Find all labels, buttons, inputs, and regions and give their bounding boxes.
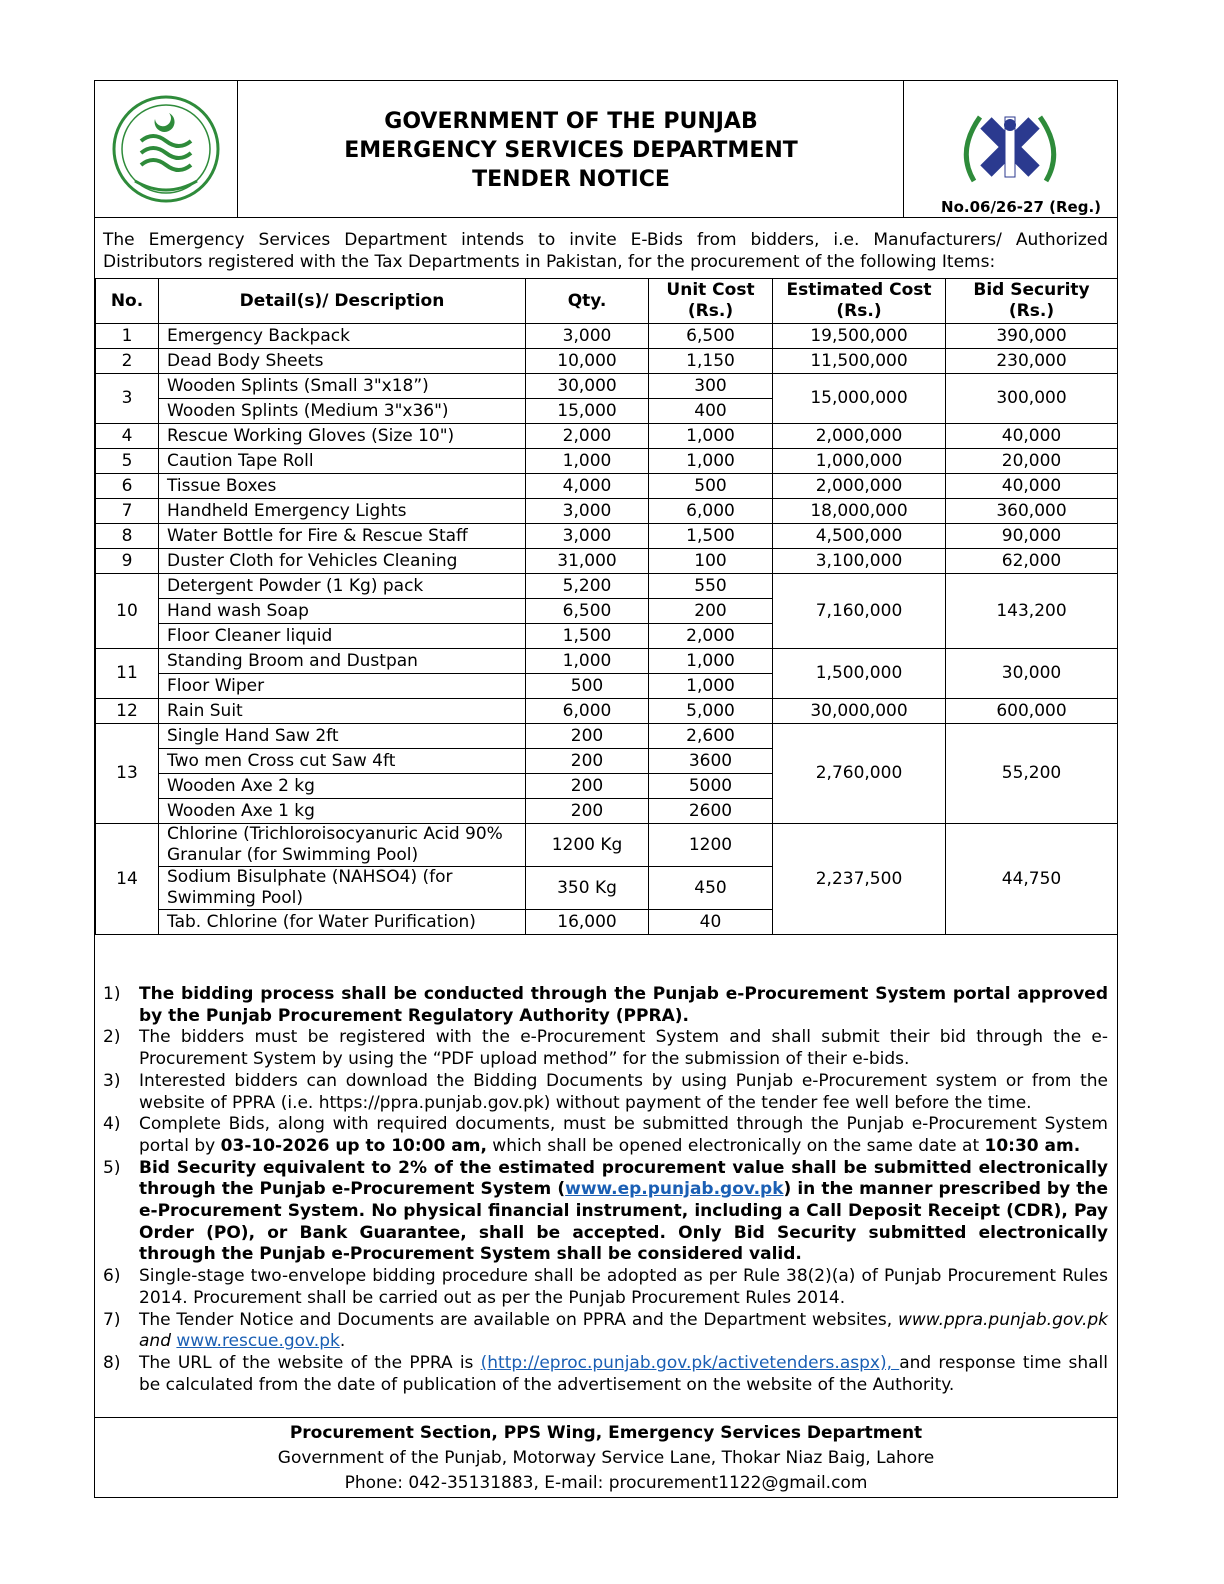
item-qty: 200 — [526, 724, 649, 749]
item-estimated-cost: 18,000,000 — [773, 499, 946, 524]
item-number: 7 — [96, 499, 159, 524]
item-unit-cost: 100 — [649, 549, 773, 574]
item-unit-cost: 500 — [649, 474, 773, 499]
item-qty: 1,000 — [526, 449, 649, 474]
item-unit-cost: 1200 — [649, 824, 773, 867]
item-bid-security: 55,200 — [946, 724, 1118, 824]
item-description: Emergency Backpack — [159, 324, 526, 349]
col-header-unit-cost: Unit Cost (Rs.) — [649, 279, 773, 324]
item-description: Sodium Bisulphate (NAHSO4) (for Swimming Pool) — [159, 867, 526, 910]
department-title: EMERGENCY SERVICES DEPARTMENT — [344, 138, 798, 163]
item-unit-cost: 2,600 — [649, 724, 773, 749]
footer-address: Government of the Punjab, Motorway Service Lane, Thokar Niaz Baig, Lahore — [277, 1448, 935, 1468]
item-qty: 6,500 — [526, 599, 649, 624]
item-number: 5 — [96, 449, 159, 474]
item-unit-cost: 5000 — [649, 774, 773, 799]
item-estimated-cost: 11,500,000 — [773, 349, 946, 374]
item-number: 3 — [96, 374, 159, 424]
condition-3: 3) Interested bidders can download the Bidding Documents by using Punjab e-Procurement system or from the website of PPRA (i.e. https://ppra.punjab.gov.pk) without payment of the tender fee well before the time. — [103, 1070, 1108, 1113]
notice-title: TENDER NOTICE — [472, 167, 670, 192]
item-bid-security: 40,000 — [946, 424, 1118, 449]
item-unit-cost: 300 — [649, 374, 773, 399]
conditions-list — [103, 984, 1108, 1396]
item-qty: 16,000 — [526, 910, 649, 935]
item-unit-cost: 1,000 — [649, 449, 773, 474]
item-unit-cost: 5,000 — [649, 699, 773, 724]
item-description: Rain Suit — [159, 699, 526, 724]
item-unit-cost: 3600 — [649, 749, 773, 774]
item-bid-security: 62,000 — [946, 549, 1118, 574]
govt-title: GOVERNMENT OF THE PUNJAB — [384, 109, 758, 134]
item-description: Wooden Splints (Small 3"x18”) — [159, 374, 526, 399]
item-number: 9 — [96, 549, 159, 574]
notice-titles — [238, 107, 904, 194]
rescue-gov-link[interactable]: www.rescue.gov.pk — [176, 1331, 340, 1352]
item-bid-security: 90,000 — [946, 524, 1118, 549]
table-row — [96, 649, 1118, 674]
col-header-description: Detail(s)/ Description — [159, 279, 526, 324]
item-number: 10 — [96, 574, 159, 649]
item-description: Floor Cleaner liquid — [159, 624, 526, 649]
item-description: Water Bottle for Fire & Rescue Staff — [159, 524, 526, 549]
item-estimated-cost: 7,160,000 — [773, 574, 946, 649]
table-row — [96, 449, 1118, 474]
item-estimated-cost: 4,500,000 — [773, 524, 946, 549]
item-estimated-cost: 2,000,000 — [773, 424, 946, 449]
item-estimated-cost: 1,000,000 — [773, 449, 946, 474]
item-bid-security: 30,000 — [946, 649, 1118, 699]
col-header-no: No. — [96, 279, 159, 324]
item-qty: 200 — [526, 774, 649, 799]
condition-6: 6) Single-stage two-envelope bidding procedure shall be adopted as per Rule 38(2)(a) of Punjab Procurement Rules 2014. Procurement shall be carried out as per the Punjab Procurement Rules 2014. — [103, 1266, 1108, 1308]
item-unit-cost: 1,000 — [649, 424, 773, 449]
item-description: Hand wash Soap — [159, 599, 526, 624]
item-qty: 200 — [526, 799, 649, 824]
item-unit-cost: 550 — [649, 574, 773, 599]
item-number: 1 — [96, 324, 159, 349]
item-bid-security: 230,000 — [946, 349, 1118, 374]
table-row — [96, 349, 1118, 374]
item-qty: 31,000 — [526, 549, 649, 574]
table-row — [96, 474, 1118, 499]
item-estimated-cost: 2,000,000 — [773, 474, 946, 499]
item-estimated-cost: 3,100,000 — [773, 549, 946, 574]
intro-line-2: Distributors registered with the Tax Departments in Pakistan, for the procurement of the following Items: — [103, 252, 996, 272]
item-description: Duster Cloth for Vehicles Cleaning — [159, 549, 526, 574]
item-description: Caution Tape Roll — [159, 449, 526, 474]
item-description: Floor Wiper — [159, 674, 526, 699]
item-qty: 3,000 — [526, 524, 649, 549]
item-bid-security: 300,000 — [946, 374, 1118, 424]
item-description: Wooden Axe 2 kg — [159, 774, 526, 799]
condition-2: 2) The bidders must be registered with the e-Procurement System and shall submit their bid through the e-Procurement System by using the “PDF upload method” for the submission of their e-bids. — [103, 1027, 1108, 1070]
opening-time: 10:30 am. — [984, 1135, 1081, 1156]
item-qty: 350 Kg — [526, 867, 649, 910]
col-header-estimated-cost: Estimated Cost (Rs.) — [773, 279, 946, 324]
item-bid-security: 600,000 — [946, 699, 1118, 724]
item-unit-cost: 2,000 — [649, 624, 773, 649]
item-number: 13 — [96, 724, 159, 824]
footer-section-name: Procurement Section, PPS Wing, Emergency Services Department — [289, 1423, 923, 1443]
item-bid-security: 20,000 — [946, 449, 1118, 474]
item-number: 11 — [96, 649, 159, 699]
punjab-govt-logo — [95, 81, 238, 217]
item-description: Handheld Emergency Lights — [159, 499, 526, 524]
item-unit-cost: 200 — [649, 599, 773, 624]
item-bid-security: 360,000 — [946, 499, 1118, 524]
item-estimated-cost: 30,000,000 — [773, 699, 946, 724]
item-bid-security: 44,750 — [946, 824, 1118, 935]
condition-4: 4) Complete Bids, along with required documents, must be submitted through the Punjab e-Procurement System portal by 03-10-2026 up to 10:00 am, which shall be opened electronically on the same date at 10:30 am. — [103, 1114, 1108, 1156]
item-description: Tissue Boxes — [159, 474, 526, 499]
item-estimated-cost: 2,760,000 — [773, 724, 946, 824]
item-unit-cost: 1,000 — [649, 674, 773, 699]
notice-header — [95, 81, 1117, 218]
item-description: Two men Cross cut Saw 4ft — [159, 749, 526, 774]
submission-deadline: 03-10-2026 up to 10:00 am, — [220, 1135, 487, 1156]
item-unit-cost: 400 — [649, 399, 773, 424]
reference-number: No.06/26-27 (Reg.) — [941, 198, 1101, 216]
item-description: Detergent Powder (1 Kg) pack — [159, 574, 526, 599]
table-row — [96, 724, 1118, 749]
item-estimated-cost: 1,500,000 — [773, 649, 946, 699]
item-number: 2 — [96, 349, 159, 374]
item-unit-cost: 2600 — [649, 799, 773, 824]
item-description: Wooden Axe 1 kg — [159, 799, 526, 824]
condition-1: 1) The bidding process shall be conducted through the Punjab e-Procurement System portal approved by the Punjab Procurement Regulatory Authority (PPRA). — [103, 984, 1108, 1026]
item-unit-cost: 1,500 — [649, 524, 773, 549]
table-row — [96, 549, 1118, 574]
item-qty: 30,000 — [526, 374, 649, 399]
item-description: Tab. Chlorine (for Water Purification) — [159, 910, 526, 935]
col-header-bid-security: Bid Security (Rs.) — [946, 279, 1118, 324]
item-number: 14 — [96, 824, 159, 935]
item-qty: 1,500 — [526, 624, 649, 649]
item-qty: 500 — [526, 674, 649, 699]
table-header-row — [96, 279, 1118, 324]
notice-footer — [95, 1417, 1117, 1496]
item-estimated-cost: 19,500,000 — [773, 324, 946, 349]
footer-contact: Phone: 042-35131883, E-mail: procurement1122@gmail.com — [344, 1473, 868, 1493]
item-unit-cost: 1,000 — [649, 649, 773, 674]
item-qty: 6,000 — [526, 699, 649, 724]
item-estimated-cost: 2,237,500 — [773, 824, 946, 935]
item-bid-security: 390,000 — [946, 324, 1118, 349]
ep-punjab-link[interactable]: www.ep.punjab.gov.pk — [565, 1179, 784, 1200]
table-row — [96, 324, 1118, 349]
table-row — [96, 499, 1118, 524]
item-unit-cost: 6,500 — [649, 324, 773, 349]
col-header-qty: Qty. — [526, 279, 649, 324]
item-number: 8 — [96, 524, 159, 549]
table-row — [96, 824, 1118, 867]
item-number: 12 — [96, 699, 159, 724]
item-description: Dead Body Sheets — [159, 349, 526, 374]
items-table — [95, 278, 1118, 935]
item-qty: 3,000 — [526, 324, 649, 349]
item-qty: 4,000 — [526, 474, 649, 499]
table-row — [96, 374, 1118, 399]
item-qty: 3,000 — [526, 499, 649, 524]
item-qty: 5,200 — [526, 574, 649, 599]
item-description: Rescue Working Gloves (Size 10") — [159, 424, 526, 449]
eproc-url-link[interactable]: (http://eproc.punjab.gov.pk/activetenders.aspx), — [480, 1352, 900, 1373]
item-qty: 10,000 — [526, 349, 649, 374]
items-body — [96, 324, 1118, 935]
rescue-1122-emblem — [903, 81, 1117, 217]
table-row — [96, 524, 1118, 549]
table-row — [96, 699, 1118, 724]
item-qty: 1200 Kg — [526, 824, 649, 867]
item-description: Wooden Splints (Medium 3"x36") — [159, 399, 526, 424]
item-description: Chlorine (Trichloroisocyanuric Acid 90% Granular (for Swimming Pool) — [159, 824, 526, 867]
item-qty: 200 — [526, 749, 649, 774]
intro-line-1: The Emergency Services Department intends to invite E-Bids from bidders, i.e. Manufacturers/ Authorized — [103, 230, 1108, 250]
item-unit-cost: 1,150 — [649, 349, 773, 374]
condition-7: 7) The Tender Notice and Documents are available on PPRA and the Department websites, www.ppra.punjab.gov.pk and www.rescue.gov.pk. — [103, 1309, 1108, 1352]
item-unit-cost: 6,000 — [649, 499, 773, 524]
item-unit-cost: 450 — [649, 867, 773, 910]
item-description: Single Hand Saw 2ft — [159, 724, 526, 749]
item-bid-security: 40,000 — [946, 474, 1118, 499]
item-bid-security: 143,200 — [946, 574, 1118, 649]
item-qty: 15,000 — [526, 399, 649, 424]
item-qty: 2,000 — [526, 424, 649, 449]
item-qty: 1,000 — [526, 649, 649, 674]
item-description: Standing Broom and Dustpan — [159, 649, 526, 674]
item-unit-cost: 40 — [649, 910, 773, 935]
item-number: 6 — [96, 474, 159, 499]
table-row — [96, 574, 1118, 599]
condition-8: 8) The URL of the website of the PPRA is (http://eproc.punjab.gov.pk/activetenders.aspx), and response time shall be calculated from the date of publication of the advertisement on the website of the Authority. — [103, 1352, 1108, 1395]
table-row — [96, 424, 1118, 449]
item-estimated-cost: 15,000,000 — [773, 374, 946, 424]
item-number: 4 — [96, 424, 159, 449]
condition-5: 5) Bid Security equivalent to 2% of the estimated procurement value shall be submitted electronically through the Punjab e-Procurement System (www.ep.punjab.gov.pk) in the manner prescribed by the e-Procurement System. No physical financial instrument, including a Call Deposit Receipt (CDR), Pay Order (PO), or Bank Guarantee, shall be accepted. Only Bid Security submitted electronically through the Punjab e-Procurement System shall be considered valid. — [103, 1157, 1108, 1265]
tender-notice-frame — [94, 80, 1118, 1498]
